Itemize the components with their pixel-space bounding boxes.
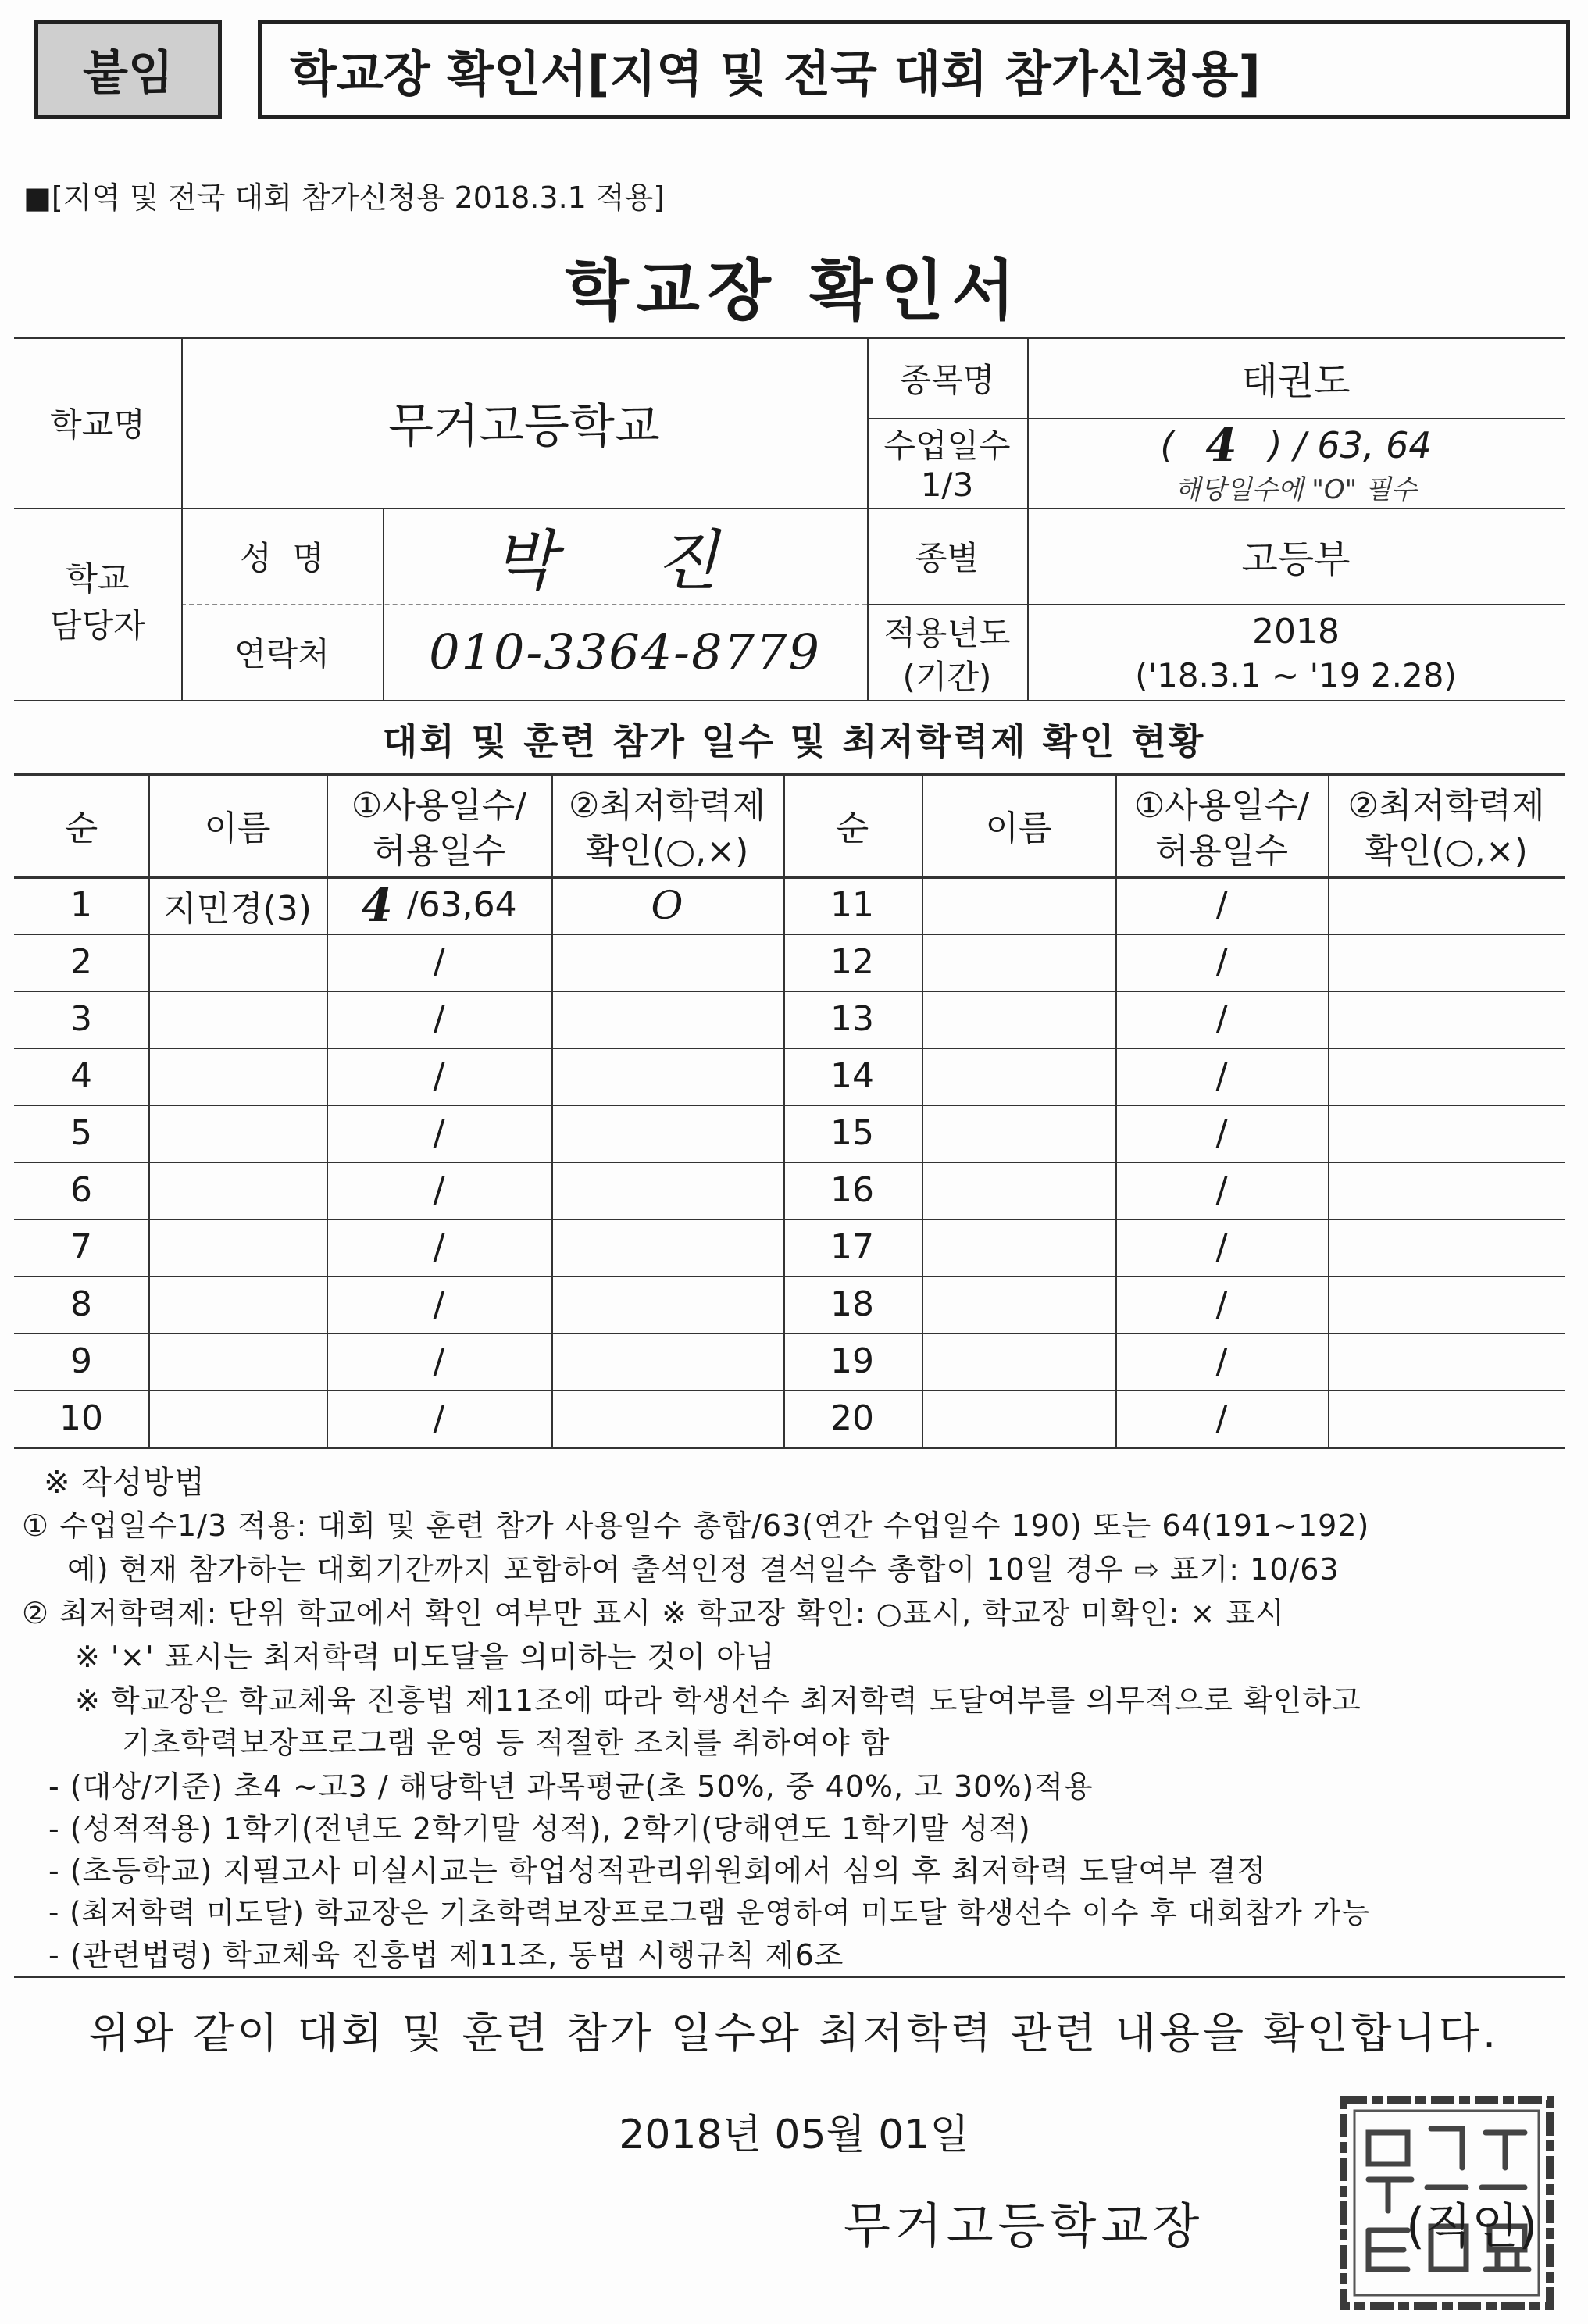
student-name: [148, 1390, 327, 1447]
section-title: 대회 및 훈련 참가 일수 및 최저학력제 확인 현황: [382, 720, 1206, 762]
event-name-label: 종목명: [899, 360, 995, 399]
row-number: 3: [70, 999, 92, 1039]
school-name-value: 무거고등학교: [388, 399, 660, 454]
min-academic-check: [551, 991, 783, 1048]
days-used-allowed: /: [1215, 1170, 1228, 1210]
student-name: [148, 1048, 327, 1105]
event-name-value: 태권도: [1241, 359, 1351, 403]
row-number: 20: [830, 1398, 874, 1438]
min-academic-check: [1328, 1219, 1565, 1276]
category-value: 고등부: [1241, 537, 1351, 581]
student-name: [148, 1219, 327, 1276]
class-days-handwritten: 4: [1205, 419, 1237, 472]
row-number: 18: [830, 1284, 874, 1324]
col-header-no-left: 순: [64, 809, 98, 848]
year-value: [1027, 604, 1565, 700]
manager-label-line1: 학교: [66, 559, 130, 598]
min-academic-check: [551, 1219, 783, 1276]
student-name: [148, 1276, 327, 1333]
year-label-line1: 적용년도: [883, 614, 1011, 652]
days-used-allowed: /: [1215, 1113, 1228, 1153]
student-name: [922, 1162, 1115, 1219]
col-header-days-right-line1: ①사용일수/: [1133, 786, 1310, 826]
days-allowed: /: [433, 1227, 445, 1267]
year-value-year: 2018: [1252, 611, 1340, 652]
col-header-days-right: [1115, 773, 1328, 876]
row-number: 17: [830, 1227, 874, 1267]
category-label: 종별: [915, 538, 980, 577]
instructions-heading: ※ 작성방법: [44, 1465, 205, 1501]
student-name: [922, 991, 1115, 1048]
contact-value: 010-3364-8779: [429, 623, 821, 680]
instruction-line: - (관련법령) 학교체육 진흥법 제11조, 동법 시행규칙 제6조: [48, 1938, 844, 1972]
student-name: [922, 1219, 1115, 1276]
min-academic-check: [551, 1390, 783, 1447]
year-label-line2: (기간): [902, 658, 992, 696]
student-name: [922, 1048, 1115, 1105]
days-used-allowed: [327, 876, 551, 934]
student-name: [922, 876, 1115, 934]
row-number: 14: [830, 1056, 874, 1096]
row-number: 8: [70, 1284, 92, 1324]
days-used-allowed: /: [1215, 1398, 1228, 1438]
min-academic-check: [1328, 876, 1565, 934]
student-name: [148, 934, 327, 991]
student-name: [922, 934, 1115, 991]
row-number: 19: [830, 1341, 874, 1381]
year-label: [867, 604, 1027, 700]
student-name: [922, 1390, 1115, 1447]
days-used-allowed: [327, 1048, 551, 1105]
min-academic-check: [1328, 1162, 1565, 1219]
instruction-line: - (초등학교) 지필고사 미실시교는 학업성적관리위원회에서 심의 후 최저학력 도달여부 결정: [48, 1854, 1267, 1888]
row-number: 7: [70, 1227, 92, 1267]
row-number: 15: [830, 1113, 874, 1153]
class-days-value: [1027, 418, 1565, 508]
col-header-check-left: [551, 773, 783, 876]
days-used-allowed: [327, 991, 551, 1048]
col-header-check-right: [1328, 773, 1565, 876]
days-used-allowed: [327, 1333, 551, 1390]
instruction-line: ※ 학교장은 학교체육 진흥법 제11조에 따라 학생선수 최저학력 도달여부를 의무적으로 확인하고: [75, 1683, 1361, 1718]
min-academic-check: [551, 1333, 783, 1390]
col-header-check-left-line2: 확인(○,×): [585, 831, 749, 871]
min-academic-check: O: [651, 882, 683, 928]
student-name: [922, 1276, 1115, 1333]
class-days-label-line1: 수업일수: [883, 427, 1011, 465]
days-used-allowed: [327, 1390, 551, 1447]
class-days-label-line2: 1/3: [920, 465, 974, 504]
contact-label: 연락처: [234, 634, 330, 673]
attachment-tag-text: 붙임: [83, 46, 173, 101]
instruction-line: - (성적적용) 1학기(전년도 2학기말 성적), 2학기(당해연도 1학기말 성적): [48, 1812, 1031, 1846]
row-number: 13: [830, 999, 874, 1039]
instruction-line: ① 수업일수1/3 적용: 대회 및 훈련 참가 사용일수 총합/63(연간 수업일수 190) 또는 64(191~192): [22, 1508, 1370, 1543]
min-academic-check: [1328, 1048, 1565, 1105]
class-days-label: [867, 418, 1027, 508]
days-used-allowed: [327, 1276, 551, 1333]
days-allowed: /: [433, 1341, 445, 1381]
days-used-allowed: /: [1215, 1284, 1228, 1324]
days-used-allowed: /: [1215, 885, 1228, 925]
student-name: [148, 1162, 327, 1219]
min-academic-check: [1328, 1390, 1565, 1447]
min-academic-check: [551, 1105, 783, 1162]
days-used-allowed: /: [1215, 942, 1228, 982]
days-used-allowed: /: [1215, 1341, 1228, 1381]
days-used-allowed: [327, 1162, 551, 1219]
instruction-line: ※ '×' 표시는 최저학력 미도달을 의미하는 것이 아님: [75, 1640, 776, 1674]
col-header-check-right-line2: 확인(○,×): [1365, 831, 1528, 871]
seal-label: (직인): [1406, 2197, 1538, 2254]
manager-name-value: 박 진: [492, 523, 758, 599]
attachment-tag: [34, 20, 222, 119]
days-allowed: /: [433, 999, 445, 1039]
min-academic-check: [1328, 1276, 1565, 1333]
min-academic-check: [1328, 934, 1565, 991]
instruction-line: ② 최저학력제: 단위 학교에서 확인 여부만 표시 ※ 학교장 확인: ○표시, 학교장 미확인: × 표시: [22, 1596, 1285, 1630]
days-allowed: /: [433, 942, 445, 982]
student-name: [148, 1333, 327, 1390]
class-days-open: (: [1160, 424, 1175, 466]
days-used-allowed: /: [1215, 999, 1228, 1039]
col-header-days-right-line2: 허용일수: [1154, 831, 1288, 871]
col-header-name-left: 이름: [204, 809, 271, 848]
instruction-line: - (최저학력 미도달) 학교장은 기초학력보장프로그램 운영하여 미도달 학생선수 이수 후 대회참가 가능: [48, 1896, 1371, 1930]
col-header-days-left-line2: 허용일수: [372, 831, 505, 871]
student-name: [922, 1105, 1115, 1162]
min-academic-check: [551, 1276, 783, 1333]
row-number: 16: [830, 1170, 874, 1210]
days-used-handwritten: 4: [361, 878, 393, 932]
min-academic-check: [551, 934, 783, 991]
class-days-note: 해당일수에 "O" 필수: [1175, 473, 1417, 505]
days-used-allowed: /: [1215, 1227, 1228, 1267]
instruction-line: - (대상/기준) 초4 ~고3 / 해당학년 과목평균(초 50%, 중 40%, 고 30%)적용: [48, 1769, 1094, 1804]
instruction-line: 예) 현재 참가하는 대회기간까지 포함하여 출석인정 결석일수 총합이 10일 경우 ⇨ 표기: 10/63: [67, 1552, 1340, 1587]
col-header-no-right: 순: [835, 809, 869, 848]
row-number: 5: [70, 1113, 92, 1153]
student-name: [148, 991, 327, 1048]
student-name: 지민경(3): [163, 888, 312, 929]
min-academic-check: [1328, 991, 1565, 1048]
days-allowed: /63,64: [406, 885, 517, 925]
document-date: 2018년 05월 01일: [619, 2112, 969, 2158]
row-number: 6: [70, 1170, 92, 1210]
document-header-title-text: 학교장 확인서[지역 및 전국 대회 참가신청용]: [290, 45, 1261, 102]
row-number: 11: [830, 885, 874, 925]
days-allowed: /: [433, 1056, 445, 1096]
year-value-period: ('18.3.1 ~ '19 2.28): [1135, 655, 1457, 694]
col-header-days-left-line1: ①사용일수/: [351, 786, 527, 826]
min-academic-check: [551, 1162, 783, 1219]
class-days-ratio: [1027, 419, 1565, 472]
min-academic-check: [551, 1048, 783, 1105]
row-number: 10: [59, 1398, 103, 1438]
days-used-allowed: [327, 1219, 551, 1276]
days-used-allowed: [327, 934, 551, 991]
row-number: 12: [830, 942, 874, 982]
document-header-title: [258, 20, 1570, 119]
min-academic-check: [1328, 1333, 1565, 1390]
col-header-days-left: [327, 773, 551, 876]
col-header-check-right-line1: ②최저학력제: [1347, 786, 1545, 826]
row-number: 2: [70, 942, 92, 982]
days-used-allowed: [327, 1105, 551, 1162]
confirmation-statement: 위와 같이 대회 및 훈련 참가 일수와 최저학력 관련 내용을 확인합니다.: [88, 2008, 1500, 2058]
school-name-label: 학교명: [50, 405, 145, 444]
days-allowed: /: [433, 1284, 445, 1324]
principal-title: 무거고등학교장: [844, 2197, 1204, 2254]
manager-label: [14, 508, 181, 700]
class-days-close: ) / 63, 64: [1268, 424, 1432, 466]
col-header-name-right: 이름: [985, 809, 1052, 848]
days-allowed: /: [433, 1113, 445, 1153]
manager-name-label: 성 명: [240, 538, 324, 577]
page-title: 학교장 확인서: [565, 252, 1023, 329]
manager-label-line2: 담당자: [50, 606, 145, 644]
min-academic-check: [1328, 1105, 1565, 1162]
instruction-line: 기초학력보장프로그램 운영 등 적절한 조치를 취하여야 함: [122, 1726, 890, 1760]
applicability-note: ■[지역 및 전국 대회 참가신청용 2018.3.1 적용]: [23, 180, 666, 215]
days-used-allowed: /: [1215, 1056, 1228, 1096]
student-name: [922, 1333, 1115, 1390]
student-name: [148, 1105, 327, 1162]
row-number: 9: [70, 1341, 92, 1381]
row-number: 1: [70, 885, 92, 925]
row-number: 4: [70, 1056, 92, 1096]
days-allowed: /: [433, 1170, 445, 1210]
days-allowed: /: [433, 1398, 445, 1438]
col-header-check-left-line1: ②최저학력제: [569, 786, 765, 826]
